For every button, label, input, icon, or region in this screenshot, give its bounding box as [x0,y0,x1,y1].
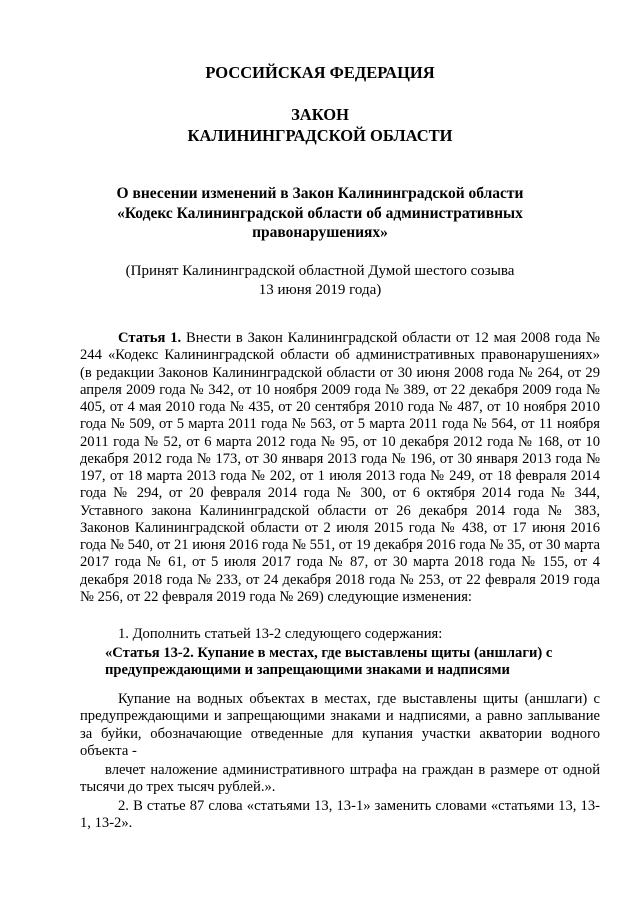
title-line-2: «Кодекс Калининградской области об административных [117,205,523,222]
article-13-2-title: Купание в местах, где выставлены щиты (аншлаги) с [197,645,553,661]
amendment-item-1: 1. Дополнить статьей 13-2 следующего содержания: [118,626,443,642]
article-1-label: Статья 1. [118,330,182,346]
header-region: КАЛИНИНГРАДСКОЙ ОБЛАСТИ [187,126,453,145]
title-line-3: правонарушениях» [252,224,388,241]
adopted-line-1: (Принят Калининградской областной Думой шестого созыва [125,263,515,279]
article-1-text: Внести в Закон Калининградской области от 12 мая 2008 года № 244 «Кодекс Калининградской области об административных правонарушениях» (в редакции Законов Калининградской области от 30 июня 2008 года № 264, от 29 апреля 2009 года № 342, от 10 ноября 2009 года № 389, от 22 декабря 2009 года № 405, от 4 мая 2010 года № 435, от 20 сентября 2010 года № 487, от 10 ноября 2010 года № 509, от 5 марта 2011 года № 563, от 5 марта 2011 года № 564, от 11 ноября 2011 года № 52, от 6 марта 2012 года № 95, от 10 декабря 2012 года № 168, от 10 декабря 2012 года № 173, от 30 января 2013 года № 196, от 30 января 2013 года № 197, от 18 марта 2013 года № 202, от 1 июля 2013 года № 249, от 18 февраля 2014 года № 294, от 20 февраля 2014 года № 300, от 6 октября 2014 года № 344, Уставного закона Калининградской области от 26 декабря 2014 года № 383, Законов Калининградской области от 2 июля 2015 года № 438, от 17 июня 2016 года № 540, от 21 июня 2016 года № 551, от 19 декабря 2016 года № 35, от 30 марта 2017 года № 61, от 5 июля 2017 года № 87, от 30 марта 2018 года № 155, от 4 декабря 2018 года № 233, от 24 декабря 2018 года № 253, от 22 февраля 2019 года № 256, от 22 февраля 2019 года № 269) следующие изменения: [80,330,600,605]
paragraph-swimming: Купание на водных объектах в местах, где выставлены щиты (аншлаги) с предупреждающими и запрещающими знаками и надписями, а равно заплывание за буйки, обозначающие отведенные для купания участки акватории водного объекта - [80,691,600,759]
article-13-2-heading [105,645,599,680]
article-13-2-title-line-2: предупреждающими и запрещающими знаками и надписями [105,662,510,679]
title-line-1: О внесении изменений в Закон Калининградской области [116,185,524,202]
header-law: ЗАКОН [291,105,349,124]
amendment-item-2: 2. В статье 87 слова «статьями 13, 13-1» заменить словами «статьями 13, 13-1, 13-2». [80,798,600,832]
paragraph-fine: влечет наложение административного штрафа на граждан в размере от одной тысячи до трех тысяч рублей.». [80,762,600,796]
header-federation: РОССИЙСКАЯ ФЕДЕРАЦИЯ [205,63,435,82]
article-13-2-label: «Статья 13-2. [105,645,194,661]
article-1-paragraph [80,330,600,606]
adopted-line-2: 13 июня 2019 года) [258,282,382,298]
